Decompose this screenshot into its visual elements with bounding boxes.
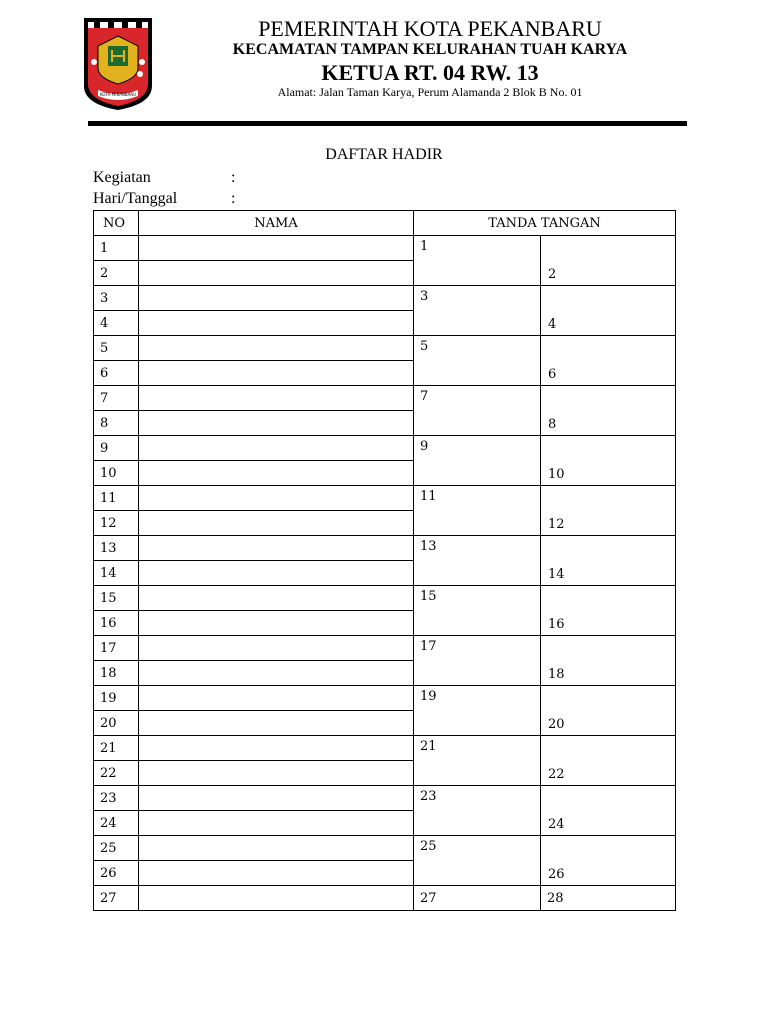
table-row [94,486,676,511]
column-header-no: NO [94,211,139,236]
rt-rw-heading: KETUA RT. 04 RW. 13 [321,60,539,85]
name-cell[interactable] [139,886,414,911]
kegiatan-label: Kegiatan [93,169,151,186]
name-cell[interactable] [139,511,414,536]
name-cell[interactable] [139,311,414,336]
logo-text: KOTA PEKANBARU [99,92,137,97]
name-cell[interactable] [139,586,414,611]
table-row [94,686,676,711]
name-cell[interactable] [139,286,414,311]
name-cell[interactable] [139,411,414,436]
name-cell[interactable] [139,836,414,861]
signature-cell-right[interactable]: 2 [541,236,676,286]
header-divider [88,121,687,126]
signature-cell-right[interactable]: 22 [541,736,676,786]
row-number: 25 [94,836,139,861]
name-cell[interactable] [139,261,414,286]
table-row [94,786,676,811]
name-cell[interactable] [139,536,414,561]
table-row [94,386,676,411]
signature-cell-left[interactable]: 21 [414,736,541,786]
table-row [94,836,676,861]
signature-cell-right[interactable]: 10 [541,436,676,486]
row-number: 2 [94,261,139,286]
row-number: 16 [94,611,139,636]
table-row [94,536,676,561]
name-cell[interactable] [139,661,414,686]
name-cell[interactable] [139,486,414,511]
row-number: 14 [94,561,139,586]
table-row [94,636,676,661]
row-number: 15 [94,586,139,611]
signature-cell-left[interactable]: 11 [414,486,541,536]
signature-cell-left[interactable]: 9 [414,436,541,486]
signature-cell-right[interactable]: 14 [541,536,676,586]
signature-cell-right[interactable]: 20 [541,686,676,736]
signature-cell-right[interactable]: 8 [541,386,676,436]
name-cell[interactable] [139,461,414,486]
row-number: 24 [94,811,139,836]
name-cell[interactable] [139,786,414,811]
signature-cell-left[interactable]: 19 [414,686,541,736]
row-number: 7 [94,386,139,411]
row-number: 21 [94,736,139,761]
row-number: 19 [94,686,139,711]
name-cell[interactable] [139,686,414,711]
row-number: 4 [94,311,139,336]
table-row [94,436,676,461]
hari-tanggal-label: Hari/Tanggal [93,190,178,207]
signature-cell-right[interactable]: 24 [541,786,676,836]
signature-cell-right[interactable]: 16 [541,586,676,636]
signature-cell-right[interactable]: 6 [541,336,676,386]
signature-cell-right[interactable]: 12 [541,486,676,536]
table-header-row [94,211,676,236]
row-number: 27 [94,886,139,911]
row-number: 6 [94,361,139,386]
city-emblem-logo [80,16,156,112]
signature-cell-left[interactable]: 27 [414,886,541,911]
attendance-table [93,210,676,911]
signature-cell-right[interactable]: 28 [541,886,676,911]
signature-cell-right[interactable]: 4 [541,286,676,336]
row-number: 11 [94,486,139,511]
name-cell[interactable] [139,711,414,736]
name-cell[interactable] [139,361,414,386]
hari-tanggal-colon: : [231,190,236,207]
column-header-tanda-tangan: TANDA TANGAN [414,211,676,236]
signature-cell-right[interactable]: 18 [541,636,676,686]
row-number: 10 [94,461,139,486]
name-cell[interactable] [139,736,414,761]
document-title: DAFTAR HADIR [325,146,443,163]
signature-cell-left[interactable]: 15 [414,586,541,636]
row-number: 18 [94,661,139,686]
row-number: 20 [94,711,139,736]
row-number: 12 [94,511,139,536]
table-row [94,286,676,311]
name-cell[interactable] [139,811,414,836]
table-row [94,236,676,261]
name-cell[interactable] [139,861,414,886]
row-number: 26 [94,861,139,886]
table-row [94,736,676,761]
row-number: 5 [94,336,139,361]
row-number: 22 [94,761,139,786]
name-cell[interactable] [139,636,414,661]
table-row [94,586,676,611]
signature-cell-left[interactable]: 7 [414,386,541,436]
column-header-nama: NAMA [139,211,414,236]
row-number: 9 [94,436,139,461]
address-line: Alamat: Jalan Taman Karya, Perum Alamanda 2 Blok B No. 01 [277,85,583,99]
row-number: 8 [94,411,139,436]
table-row [94,886,676,911]
name-cell[interactable] [139,761,414,786]
row-number: 13 [94,536,139,561]
signature-cell-left[interactable]: 23 [414,786,541,836]
signature-cell-left[interactable]: 13 [414,536,541,586]
name-cell[interactable] [139,561,414,586]
table-row [94,336,676,361]
name-cell[interactable] [139,611,414,636]
name-cell[interactable] [139,336,414,361]
signature-cell-left[interactable]: 5 [414,336,541,386]
signature-cell-right[interactable]: 26 [541,836,676,886]
name-cell[interactable] [139,386,414,411]
name-cell[interactable] [139,236,414,261]
name-cell[interactable] [139,436,414,461]
kegiatan-colon: : [231,169,236,186]
row-number: 3 [94,286,139,311]
district-heading: KECAMATAN TAMPAN KELURAHAN TUAH KARYA [232,41,628,58]
signature-cell-left[interactable]: 3 [414,286,541,336]
signature-cell-left[interactable]: 1 [414,236,541,286]
row-number: 1 [94,236,139,261]
signature-cell-left[interactable]: 25 [414,836,541,886]
row-number: 23 [94,786,139,811]
government-heading: PEMERINTAH KOTA PEKANBARU [258,16,602,41]
signature-cell-left[interactable]: 17 [414,636,541,686]
row-number: 17 [94,636,139,661]
